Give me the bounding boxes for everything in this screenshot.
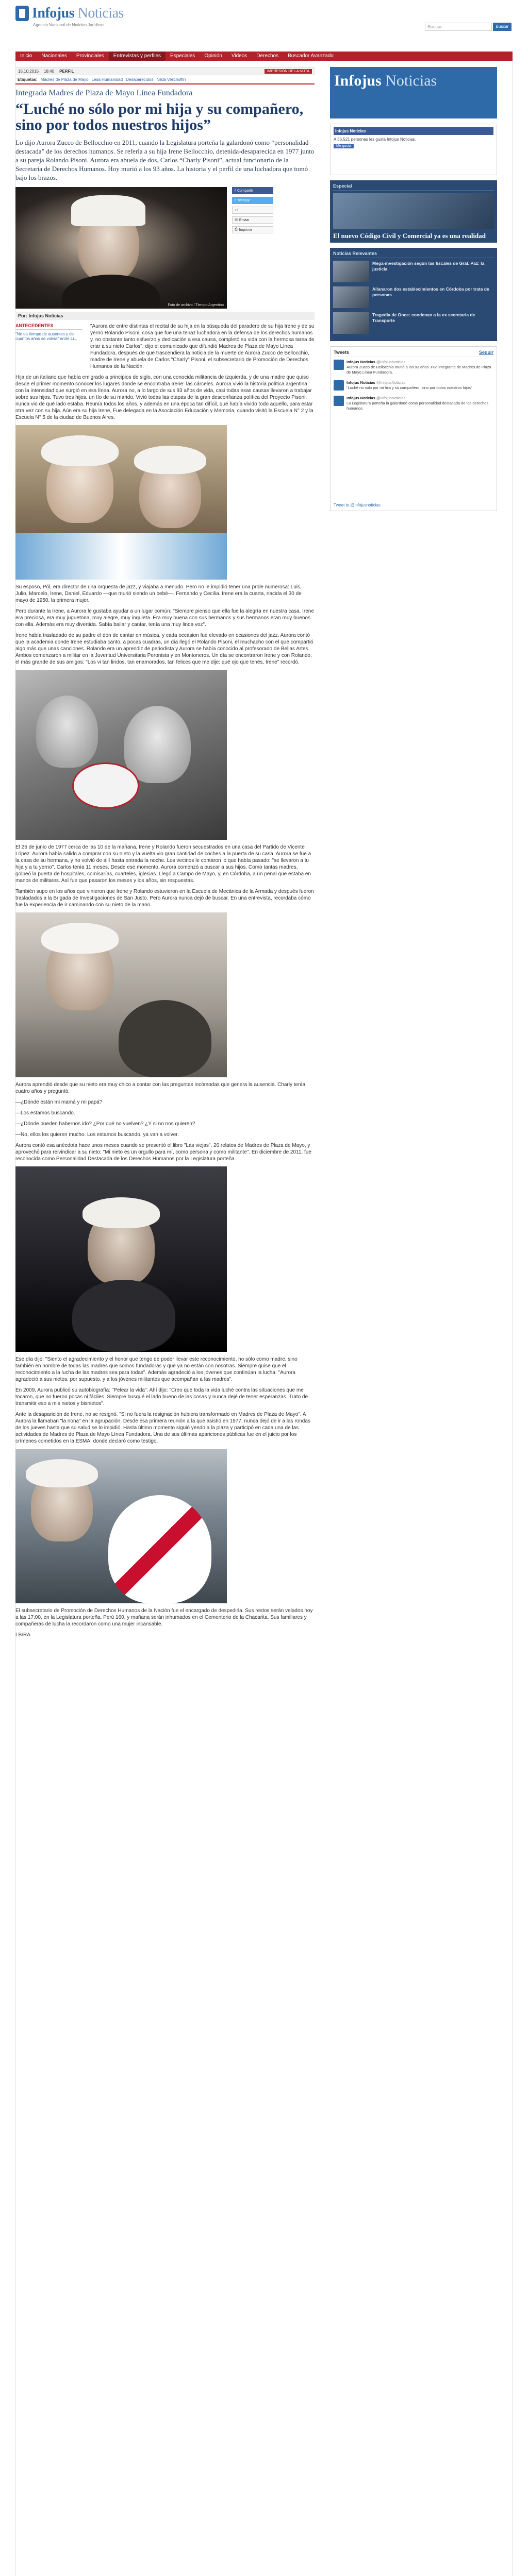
river-plate-shirt <box>108 1495 211 1603</box>
news-thumbnail <box>333 286 369 308</box>
antecedentes-link[interactable]: "No es tiempo de ausentes y de cuantos años se volvía" entre Li... <box>15 332 77 341</box>
article-photo-3 <box>15 670 227 840</box>
print-button[interactable]: ⎙ Imprimir <box>232 226 273 233</box>
banner-logo-main: Infojus <box>334 72 382 89</box>
tweet-to-link[interactable]: Tweet to @infojusnoticias <box>334 503 381 507</box>
nav-item-provinciales[interactable]: Provinciales <box>76 53 104 59</box>
article-paragraph: Ese día dijo: "Siento el agradecimiento y el honor que tengo de poder llevar este reconocimiento, no sólo como madre, sino también en nombre de todas las madres que somos fundadoras y que ya no están con nosotras. Siempre quise que el reconocimiento a la lucha de las madres sea para todas". Además agradeció a los jóvenes que continúan la lucha: "Aurora agradeció a sus nietos, por supuesto, y a los jóvenes militantes que acompañan a las madres". <box>15 1357 298 1382</box>
sidebar <box>330 67 497 511</box>
facebook-like-button[interactable]: Me gusta <box>334 144 354 148</box>
tweet[interactable] <box>334 396 493 411</box>
antecedentes-box <box>15 323 82 341</box>
google-plus-button[interactable]: +1 <box>232 207 273 214</box>
white-scarf <box>71 195 145 226</box>
argentine-flag <box>15 533 227 580</box>
especial-title: El nuevo Código Civil y Comercial ya es una realidad <box>333 232 486 240</box>
article-paragraph: "Aurora de entre distintas el recital de su hija en la búsqueda del paradero de su hija Irene y de su yerno Rolando Pisoni, cosa que fue una tenaz luchadora en la defensa de los derechos humanos y, no obstante tanto esfuerzo y dedicación a esa causa, completó su vida con la hermosa tarea de criar a su nieto Carlos", dijo el comunicado que difundió Madres de Plaza de Mayo Línea Fundadora, después de que trascendiera la noticia de la muerte de Aurora Zucco de Bellocchio, madre de Irene y abuela de Carlos "Charly" Pisoni, el subsecretario de Promoción de Derechos Humanos de la Nación. <box>90 324 315 369</box>
print-article-button[interactable]: IMPRESIÓN DE LA NOTA <box>265 69 312 74</box>
share-buttons <box>232 187 273 236</box>
nav-item-opinion[interactable]: Opinión <box>204 53 222 59</box>
article-photo-6 <box>15 1449 227 1603</box>
article-kicker: Integrada Madres de Plaza de Mayo Línea Fundadora <box>15 89 193 97</box>
header-divider <box>15 83 315 84</box>
search-button[interactable]: Buscar <box>493 23 512 31</box>
tag-link[interactable]: Nilda Velichoffin <box>156 77 186 82</box>
list-item[interactable] <box>333 286 494 308</box>
tweet-author: Infojus Noticias <box>346 360 375 364</box>
news-title: Tragedia de Once: condenan a la ex secretaria de Transporte <box>372 312 475 323</box>
news-thumbnail <box>333 261 369 282</box>
relevant-news-label: Noticias Relevantes <box>333 251 494 258</box>
facebook-icon: f <box>235 189 236 193</box>
search-input[interactable]: Buscar <box>425 23 492 31</box>
article-byline: Por: Infojus Noticias <box>15 312 315 320</box>
news-title: Allanaron dos establecimientos en Córdoba por trata de personas <box>372 286 489 297</box>
tweets-title: Tweets <box>334 350 349 355</box>
nav-item-buscador[interactable]: Buscador Avanzado <box>288 53 334 59</box>
main-nav <box>15 52 513 61</box>
article-paragraph: Aurora aprendió desde que su nieto era muy chico a contar con las preguntas incómodas que genera la ausencia. Charly tenía cuatro años y preguntó: <box>15 1082 306 1094</box>
especial-thumbnail <box>333 193 494 229</box>
logo-main: Infojus <box>32 5 75 21</box>
article-time: 18:40 <box>44 69 55 74</box>
tag-link[interactable]: Lesa Humanidad <box>91 77 123 82</box>
tweet-text: La Legislatura porteña la galardonó como personalidad destacada de los derechos humanos. <box>346 401 489 411</box>
tags-label: Etiquetas: <box>18 77 38 82</box>
article-paragraph: Su esposo, Pól, era director de una orquesta de jazz, y viajaba a menudo. Pero no le impidió tener una prole numerosa: Luis, Julio, Marcelo, Irene, Daniel, Eduardo —que murió siendo un bebé—, Fernando y Cecilia. Irene era la cuarta, nacida el 30 de mayo de 1950, la primera mujer. <box>15 584 302 603</box>
nav-item-entrevistas[interactable]: Entrevistas y perfiles <box>109 52 166 61</box>
article-tag: LB/RA <box>15 1632 30 1638</box>
nav-item-derechos[interactable]: Derechos <box>256 53 279 59</box>
protest-sign <box>72 762 139 809</box>
avatar <box>334 380 344 391</box>
tags-breadcrumb <box>15 77 315 82</box>
envelope-icon: ✉ <box>235 218 238 222</box>
tweet-author: Infojus Noticias <box>346 380 375 385</box>
article-photo-1 <box>15 187 227 309</box>
photo-caption: Foto de archivo / Tiempo Argentino <box>168 303 224 307</box>
tag-link[interactable]: Desaparecidos <box>126 77 154 82</box>
printer-icon: ⎙ <box>235 228 238 231</box>
banner-logo-sub: Noticias <box>385 72 437 89</box>
avatar <box>334 360 344 370</box>
article-photo-4 <box>15 912 227 1077</box>
article-headline: “Luché no sólo por mi hija y su compañero, sino por todos nuestros hijos” <box>15 100 304 133</box>
nav-item-videos[interactable]: Videos <box>231 53 248 59</box>
tweet[interactable] <box>334 360 493 375</box>
article-dialogue: —No, ellos los quieren mucho. Los estamos buscando, ya van a volver. <box>15 1132 179 1138</box>
article-paragraph: Hija de un italiano que había emigrado a principios de siglo, con una conocida militancia de izquierda, y de una madre que quiso desde el primer momento conocer los lugares donde se encontraba Irene: las cárceles. Aurora vivió la historia política argentina con la intensidad que surgió en esa línea. Aurora no, a lo largo de sus 93 años de vida, casi todas esas causas llevaron a trabajar sobre sus hijos. Tuvo tres hijos, un tío de su marido. Vivió todas las etapas de la gran desconfianza política del Proyecto Pisoni: nunca vio de qué lado estaba. Reunía todos los años, y además en una época tan difícil, que había vivido todo aquello, para estar otra vez con su hija. Aún era su hija Irene, Fue delegada en la Asociación Educación y Memoria, cuando visitó la Escuela N° 2 y la Escuela N° 5 de la ciudad de Buenos Aires. <box>15 375 314 420</box>
site-tagline: Agencia Nacional de Noticias Jurídicas <box>33 23 105 27</box>
nav-item-inicio[interactable]: Inicio <box>20 53 32 59</box>
site-header <box>0 0 528 61</box>
article <box>15 89 315 1642</box>
article-section: PERFIL <box>59 69 74 74</box>
news-thumbnail <box>333 312 369 334</box>
article-paragraph: Pero durante la Irene, a Aurora le gustaba ayudar a un lugar común: "Siempre pienso que ella fue la alegría en nuestra casa. Irene era preciosa, era muy juguetona, muy alegre, muy inquieta. Era muy buena con sus hermanos y sus hermanos eran muy buenos con ella. Además era muy divertida. Sabía bailar y cantar, tenía una muy linda voz". <box>15 608 314 628</box>
tweet-author: Infojus Noticias <box>346 396 375 400</box>
facebook-widget <box>330 124 497 175</box>
twitter-follow-button[interactable]: Seguir <box>478 350 493 355</box>
article-topbar <box>15 67 315 75</box>
tweet-handle: @InfojusNoticias <box>376 360 406 364</box>
article-paragraph: Irene había trasladado de su padre el don de cantar en música, y cada occasion fue elevado en ocasiones del jazz. Aurora contó que la academia donde Irene estudiaba canto, a pocas cuadras, un día llegó el Rolando Pisoni, el muchacho con el que compartió algo más que unas canciones. Rolando era un aprendiz de periodista y Aurora se había conocido al profesorado de Bellas Artes. Ambos comenzaron a militar en la Juventud Universitaria Peronista y en Montoneros. Un día se encontraron Irene y con Rolando, el más grande de sus amigos: "Los vi tan lindos, tan enamorados, tan felices que me dije: qué ojo que tenés, Irene" recordó. <box>15 633 314 665</box>
logo-sub: Noticias <box>77 5 124 21</box>
tweet-handle: @InfojusNoticias <box>376 396 406 400</box>
facebook-share-button[interactable]: f Compartir <box>232 187 273 194</box>
article-paragraph: También supo en los años que vinieron que Irene y Rolando estuvieron en la Escuela de Mecánica de la Armada y después fueron trasladados a la Brigada de Investigaciones de San Justo. Pero Aurora nunca dejó de buscar. En una entrevista, recordaba cómo fue la experiencia de ir caminando con su nieto de la mano. <box>15 889 314 908</box>
twitter-timeline <box>330 346 497 511</box>
article-paragraph: En 2009, Aurora publicó su autobiografía: "Pelear la vida". Ahí dijo: "Creo que toda la vida luché contra las situaciones que me tocaron, que no fueron pocas ni fáciles. Siempre busqué el lado bueno de las cosas y nunca dejé de tener esperanzas. Trato de transmitir eso a mis nietos y bisnietos". <box>15 1387 308 1406</box>
article-paragraph: Aurora contó esa anécdota hace unos meses cuando se presentó el libro "Las viejas", 26 relatos de Madres de Plaza de Mayo, y aprovechó para reivindicar a su nieto: "Mi nieto es un orgullo para mí, como persona y como militante". En diciembre de 2011, fue reconocida como Personalidad Destacada de los Derechos Humanos por la Legislatura porteña. <box>15 1143 311 1162</box>
list-item[interactable] <box>333 261 494 282</box>
news-title: Mega-investigación según las fiscales de Gral. Paz: la justicia <box>372 261 485 272</box>
twitter-share-button[interactable]: t Twittear <box>232 197 273 204</box>
list-item[interactable] <box>333 312 494 334</box>
tag-link[interactable]: Madres de Plaza de Mayo <box>40 77 89 82</box>
sidebar-logo-banner[interactable] <box>330 67 497 118</box>
article-paragraph: El subsecretario de Promoción de Derechos Humanos de la Nación fue el encargado de despedirla. Sus restos serán velados hoy a las 17:00, en la Legislatura porteña, Perú 160, y mañana serán inhumados en el Cementerio de la Chacarita. Sus familiares y compañeras de lucha la recordaron como una mujer incansable. <box>15 1608 313 1627</box>
especial-box[interactable] <box>330 180 497 243</box>
email-share-button[interactable]: ✉ Enviar <box>232 216 273 224</box>
nav-item-nacionales[interactable]: Nacionales <box>41 53 67 59</box>
tweet[interactable] <box>334 380 493 391</box>
twitter-icon: t <box>235 198 236 202</box>
article-lead: Lo dijo Aurora Zucco de Bellocchio en 2011, cuando la Legislatura porteña la galardonó como “personalidad destacada” de los derechos humanos. Se refería a su hija Irene Bellocchio, detenida-desaparecida en 1977 junto a su pareja Rolando Pisoni. Aurora era abuela de dos, Carlos “Charly Pisoni”, actual funcionario de la Secretaría de Derechos Humanos. Hoy murió a los 93 años. La historia y el perfil de una luchadora que tomó bajo los brazos. <box>15 139 315 181</box>
facebook-widget-title: Infojus Noticias <box>334 127 493 135</box>
facebook-widget-text: A 36.521 personas les gusta Infojus Noticias. <box>334 137 416 142</box>
logo-mark-icon <box>15 6 29 21</box>
article-date: 15.10.2015 <box>18 69 39 74</box>
article-dialogue: —Los estamos buscando. <box>15 1110 75 1116</box>
article-paragraph: Ante la desaparición de Irene, no se resignó. "Si no fuera la resignación hubiera transformado en Madres de Plaza de Mayo". A Aurora la llamaban "la nona" en la agrupación. Desde esa primera reunión a la que asistió en 1977, nunca dejó de ir a las rondas de los jueves hasta que su salud se lo impidió. Hasta último momento siguió yendo a la plaza y participó en cada una de las actividades de Madres de Plaza de Mayo Línea Fundadora. Una de sus últimas apariciones públicas fue en el juicio por los crímenes cometidos en la ESMA, donde declaró como testigo. <box>15 1412 310 1444</box>
relevant-news-box <box>330 248 497 341</box>
tweet-handle: @InfojusNoticias <box>376 380 406 385</box>
article-photo-2 <box>15 425 227 580</box>
tweet-text: Aurora Zucco de Bellocchio murió a los 93 años. Fue integrante de Madres de Plaza de Mayo Línea Fundadora. <box>346 365 491 375</box>
antecedentes-title: ANTECEDENTES <box>15 323 82 330</box>
tweet-text: “Luché no sólo por mi hija y su compañero, sino por todos nuestros hijos” <box>346 385 472 390</box>
article-dialogue: —¿Dónde están mi mamá y mi papá? <box>15 1099 103 1105</box>
article-dialogue: —¿Dónde pueden habernos ido? ¿Por qué no vuelven? ¿Y si no nos quieren? <box>15 1121 195 1127</box>
especial-label: Especial <box>333 183 494 191</box>
nav-item-especiales[interactable]: Especiales <box>170 53 195 59</box>
article-photo-5 <box>15 1166 227 1352</box>
site-logo[interactable] <box>15 5 124 22</box>
article-paragraph: El 26 de junio de 1977 cerca de las 10 de la mañana, Irene y Rolando fueron secuestrados en una casa del Partido de Vicente López. Aurora había salido a comprar con su nieto y la vuelta vio gran cantidad de coches a la puerta de su casa. Aurora se fue a la casa de su hermana, y no volvió de allí hasta entrada la noche. Los vecinos le contaron lo que había pasado: "se llevaron a tu hija y a tu yerno". Carlos tenía 11 meses. Desde ese momento, Aurora comenzó a buscar a sus hijos. Como tantas madres, golpeó la puerta de hospitales, comisarías, cuarteles, iglesias. Llegó a Campo de Mayo, y, en Córdoba, a un penal que estaba en manos de militares. Así fue que pasaron los meses y los años, sin respuestas. <box>15 844 311 884</box>
avatar <box>334 396 344 406</box>
